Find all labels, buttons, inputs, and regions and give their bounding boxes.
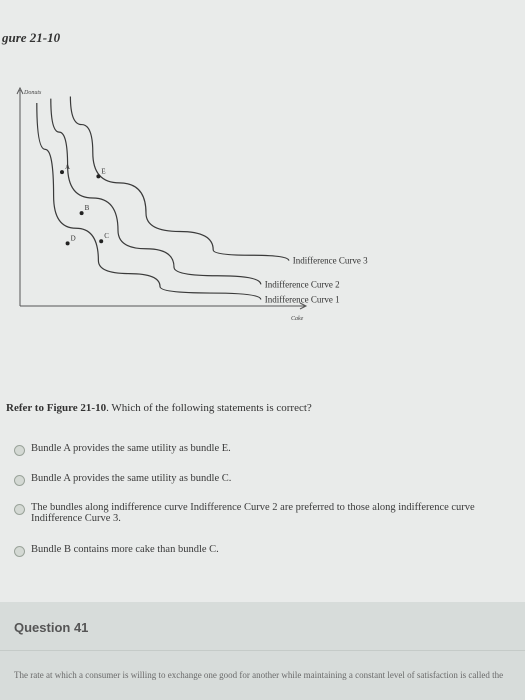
radio-button[interactable] — [14, 546, 25, 557]
bundle-point-a — [60, 170, 64, 174]
next-question-title: Question 41 — [14, 620, 89, 635]
divider — [0, 650, 525, 651]
bundle-label: A — [65, 163, 71, 172]
indifference-curve-3 — [70, 96, 288, 260]
curve-label: Indifference Curve 2 — [264, 279, 340, 290]
next-question-text: The rate at which a consumer is willing to exchange one good for another while maintaining a constant level of satisfaction is called the — [14, 670, 504, 680]
bundle-label: C — [104, 232, 109, 241]
answer-option-2[interactable] — [14, 473, 519, 486]
question-prefix: Refer to — [6, 402, 47, 414]
radio-button[interactable] — [14, 504, 25, 515]
figure-reference: Figure 21-10 — [46, 402, 107, 414]
option-label: Bundle A provides the same utility as bundle C. — [31, 473, 232, 484]
radio-button[interactable] — [14, 445, 25, 456]
curve-label: Indifference Curve 3 — [292, 255, 368, 266]
option-label: Bundle B contains more cake than bundle C. — [31, 544, 219, 555]
figure-title: gure 21-10 — [2, 30, 61, 45]
bundle-label: E — [101, 167, 106, 176]
y-axis-label: Donuts — [24, 90, 42, 96]
answer-option-1[interactable] — [14, 443, 519, 456]
curve-label: Indifference Curve 1 — [264, 294, 340, 305]
bundle-point-b — [80, 211, 84, 215]
answer-option-3[interactable] — [14, 502, 519, 524]
bundle-point-d — [66, 241, 70, 245]
indifference-curve-chart — [0, 80, 525, 340]
bundle-label: B — [84, 204, 90, 213]
question-prompt — [6, 402, 516, 414]
indifference-curve-1 — [37, 103, 261, 300]
indifference-curve-2 — [51, 99, 261, 285]
option-label: The bundles along indifference curve Indifference Curve 2 are preferred to those along indifference curve Indifference Curve 3. — [31, 502, 475, 524]
next-question-panel — [0, 602, 525, 700]
bundle-point-c — [99, 239, 103, 243]
bundle-label: D — [70, 234, 76, 243]
question-text: . Which of the following statements is correct? — [106, 402, 312, 414]
bundle-point-e — [96, 174, 100, 178]
radio-button[interactable] — [14, 475, 25, 486]
x-axis-label: Cake — [291, 316, 304, 322]
answer-option-4[interactable] — [14, 544, 519, 557]
option-label: Bundle A provides the same utility as bundle E. — [31, 443, 231, 454]
